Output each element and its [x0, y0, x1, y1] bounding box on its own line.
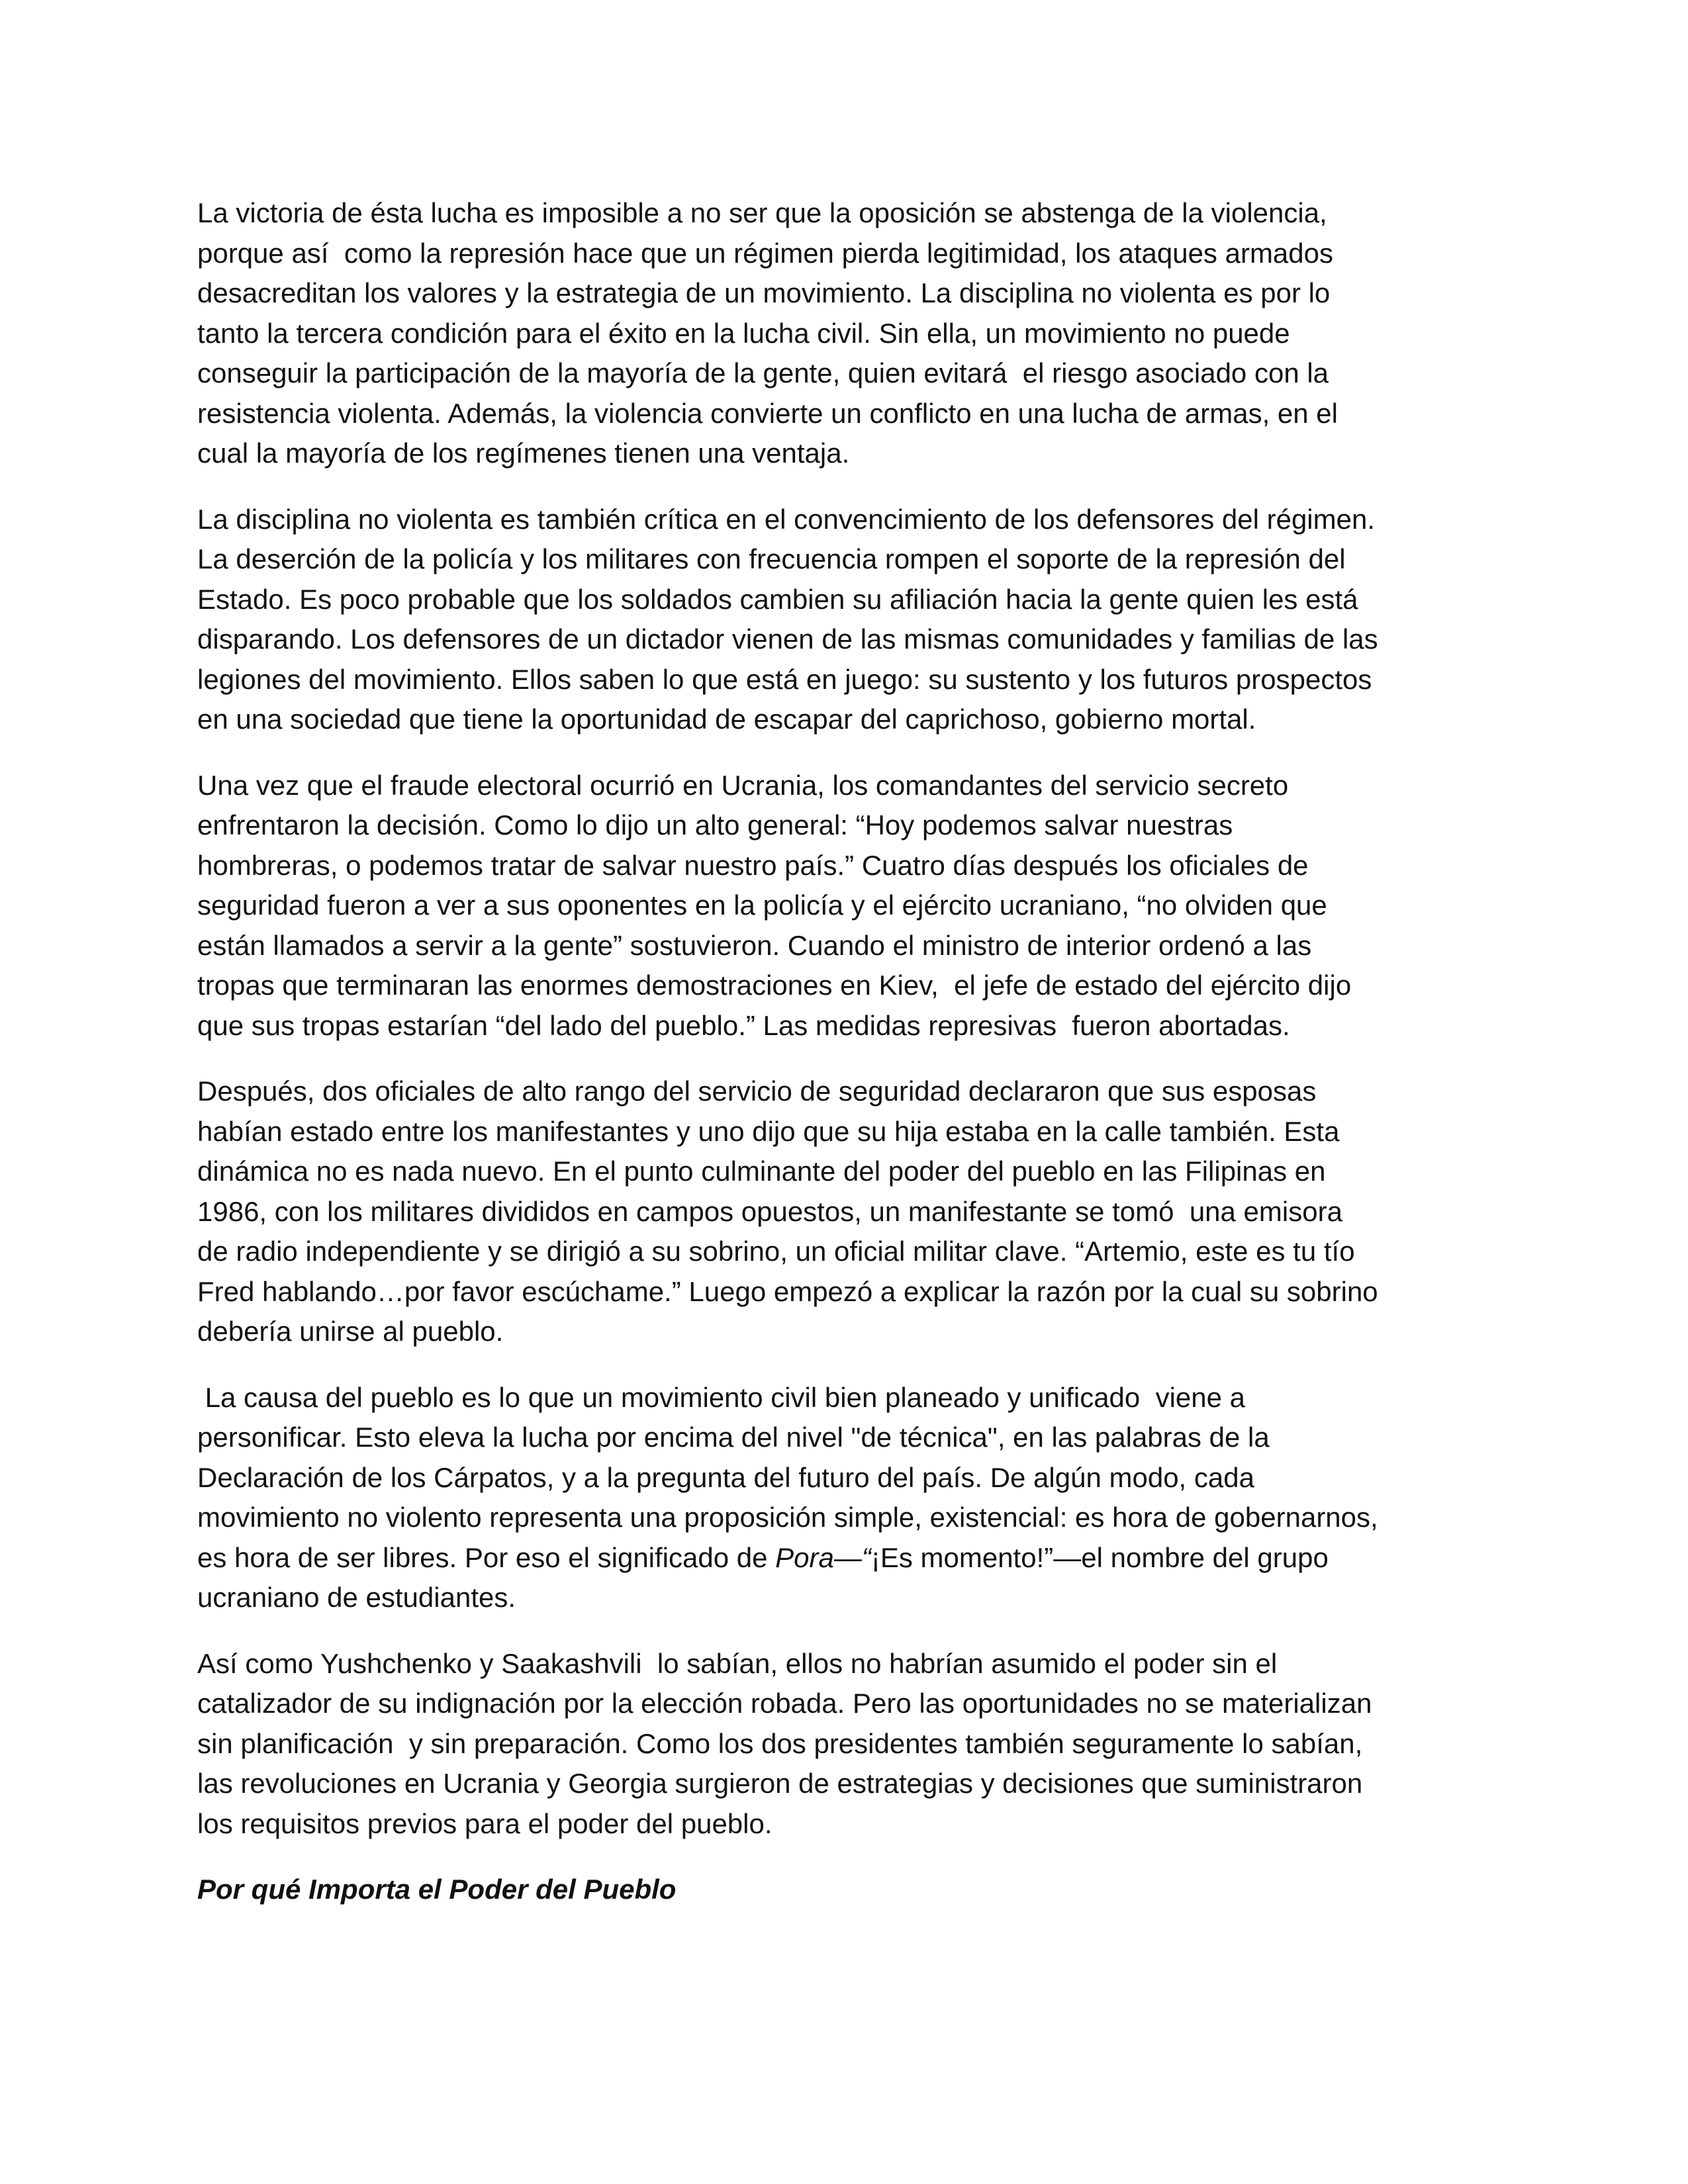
- text-line: Una vez que el fraude electoral ocurrió en Ucrania, los comandantes del servicio secreto: [197, 769, 1289, 801]
- text-line: desacreditan los valores y la estrategia de un movimiento. La disciplina no violenta es por lo: [197, 277, 1331, 308]
- italic-term-pora: Pora—“: [775, 1541, 871, 1573]
- text-line: La disciplina no violenta es también crítica en el convencimiento de los defensores del régimen.: [197, 503, 1376, 535]
- text-line: Declaración de los Cárpatos, y a la pregunta del futuro del país. De algún modo, cada: [197, 1461, 1254, 1493]
- paragraph-1: [197, 193, 1515, 474]
- text-line: Después, dos oficiales de alto rango del servicio de seguridad declararon que sus esposas: [197, 1075, 1317, 1107]
- text-line: las revoluciones en Ucrania y Georgia surgieron de estrategias y decisiones que suministraron: [197, 1768, 1363, 1799]
- text-line: resistencia violenta. Además, la violencia convierte un conflicto en una lucha de armas, en el: [197, 397, 1338, 429]
- text-line: que sus tropas estarían “del lado del pueblo.” Las medidas represivas fueron abortadas.: [197, 1009, 1290, 1041]
- text-line: conseguir la participación de la mayoría de la gente, quien evitará el riesgo asociado con la: [197, 357, 1329, 388]
- text-line: debería unirse al pueblo.: [197, 1316, 504, 1347]
- text-line: disparando. Los defensores de un dictador vienen de las mismas comunidades y familias de las: [197, 623, 1378, 655]
- text-line: catalizador de su indignación por la elección robada. Pero las oportunidades no se materializan: [197, 1688, 1372, 1719]
- text-line: legiones del movimiento. Ellos saben lo que está en juego: su sustento y los futuros prospectos: [197, 663, 1372, 695]
- text-line: tropas que terminaran las enormes demostraciones en Kiev, el jefe de estado del ejército dijo: [197, 970, 1352, 1001]
- text-line: La causa del pueblo es lo que un movimiento civil bien planeado y unificado viene a: [197, 1381, 1246, 1413]
- text-line: habían estado entre los manifestantes y uno dijo que su hija estaba en la calle también. Esta: [197, 1115, 1340, 1147]
- text-line: Estado. Es poco probable que los soldados cambien su afiliación hacia la gente quien les está: [197, 583, 1358, 615]
- text-line: seguridad fueron a ver a sus oponentes en la policía y el ejército ucraniano, “no olviden que: [197, 889, 1327, 921]
- text-line: los requisitos previos para el poder del pueblo.: [197, 1807, 773, 1839]
- text-line: tanto la tercera condición para el éxito en la lucha civil. Sin ella, un movimiento no puede: [197, 317, 1290, 349]
- text-line: Fred hablando…por favor escúchame.” Luego empezó a explicar la razón por la cual su sobrino: [197, 1275, 1378, 1307]
- section-heading: Por qué Importa el Poder del Pueblo: [197, 1874, 677, 1905]
- text-segment: es hora de ser libres. Por eso el significado de: [197, 1541, 776, 1573]
- text-line: La deserción de la policía y los militares con frecuencia rompen el soporte de la represión del: [197, 543, 1346, 574]
- text-line: enfrentaron la decisión. Como lo dijo un alto general: “Hoy podemos salvar nuestras: [197, 809, 1233, 841]
- text-line: cual la mayoría de los regímenes tienen una ventaja.: [197, 437, 850, 469]
- text-line: 1986, con los militares divididos en campos opuestos, un manifestante se tomó una emisora: [197, 1195, 1342, 1227]
- text-line: personificar. Esto eleva la lucha por encima del nivel "de técnica", en las palabras de la: [197, 1422, 1270, 1453]
- text-line: movimiento no violento representa una proposición simple, existencial: es hora de gobernarnos,: [197, 1502, 1378, 1533]
- paragraph-3: [197, 766, 1515, 1046]
- paragraph-2: [197, 500, 1515, 740]
- paragraph-5: [197, 1378, 1515, 1618]
- text-segment: ¡Es momento!”—el nombre del grupo: [870, 1541, 1329, 1573]
- text-line: porque así como la represión hace que un régimen pierda legitimidad, los ataques armados: [197, 237, 1334, 269]
- document-body: [197, 193, 1515, 1910]
- text-line: de radio independiente y se dirigió a su sobrino, un oficial militar clave. “Artemio, este es tu tío: [197, 1236, 1355, 1267]
- text-line: La victoria de ésta lucha es imposible a no ser que la oposición se abstenga de la violencia,: [197, 197, 1327, 228]
- paragraph-6: [197, 1644, 1515, 1844]
- text-line: ucraniano de estudiantes.: [197, 1582, 516, 1613]
- paragraph-4: [197, 1071, 1515, 1352]
- text-line: Así como Yushchenko y Saakashvili lo sabían, ellos no habrían asumido el poder sin el: [197, 1647, 1278, 1679]
- text-line: en una sociedad que tiene la oportunidad de escapar del caprichoso, gobierno mortal.: [197, 704, 1256, 735]
- text-line: están llamados a servir a la gente” sostuvieron. Cuando el ministro de interior ordenó a las: [197, 929, 1312, 961]
- text-line: hombreras, o podemos tratar de salvar nuestro país.” Cuatro días después los oficiales de: [197, 849, 1309, 881]
- text-line: sin planificación y sin preparación. Como los dos presidentes también seguramente lo sabían,: [197, 1727, 1363, 1759]
- text-line: dinámica no es nada nuevo. En el punto culminante del poder del pueblo en las Filipinas en: [197, 1156, 1326, 1187]
- text-line-with-italic: [197, 1538, 1515, 1578]
